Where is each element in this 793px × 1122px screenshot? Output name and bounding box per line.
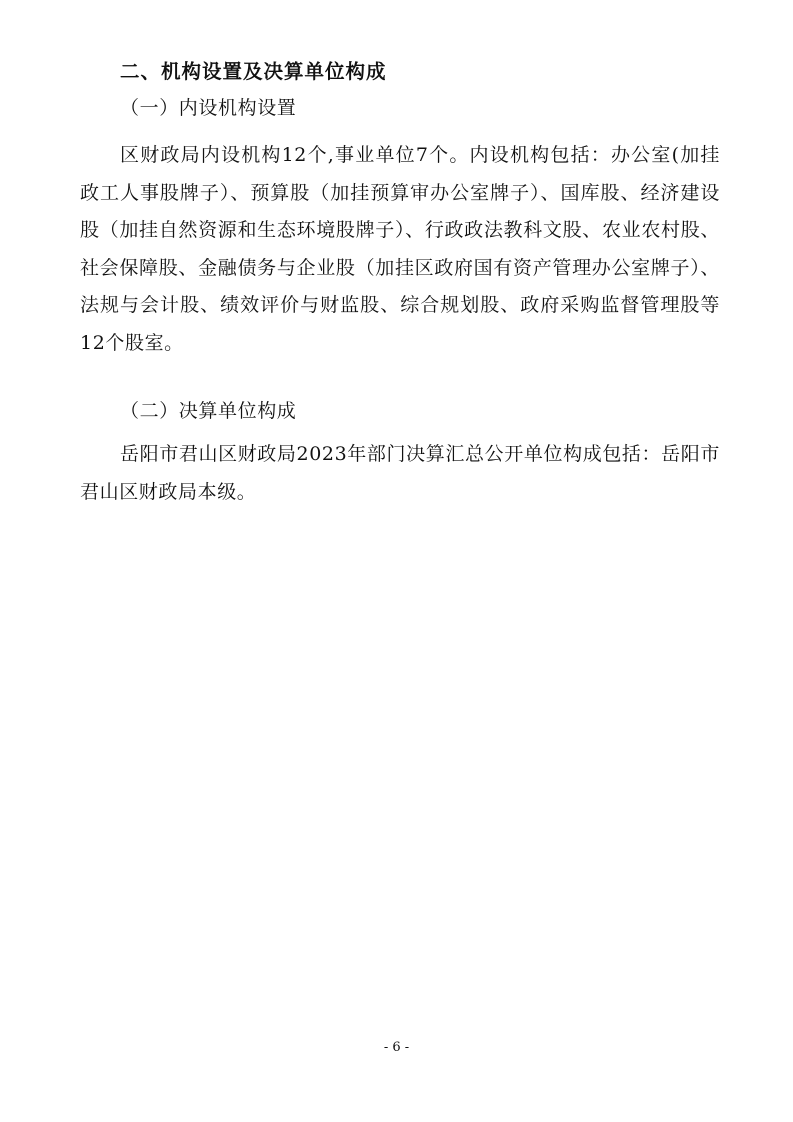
subsection-1-body: 区财政局内设机构12个,事业单位7个。内设机构包括：办公室(加挂政工人事股牌子）、预算股（加挂预算审办公室牌子）、国库股、经济建设股（加挂自然资源和生态环境股牌子）、行政政法教科文股、农业农村股、社会保障股、金融债务与企业股（加挂区政府国有资产管理办公室牌子）、法规与会计股、绩效评价与财监股、综合规划股、政府采购监督管理股等12个股室。 — [80, 144, 720, 354]
section-heading: 二、机构设置及决算单位构成 — [120, 60, 387, 83]
page-number: - 6 - — [383, 1040, 410, 1055]
subsection-2-title: （二）决算单位构成 — [120, 400, 297, 422]
subsection-1-title: （一）内设机构设置 — [120, 97, 297, 119]
subsection-2-body: 岳阳市君山区财政局2023年部门决算汇总公开单位构成包括：岳阳市君山区财政局本级。 — [80, 443, 720, 503]
